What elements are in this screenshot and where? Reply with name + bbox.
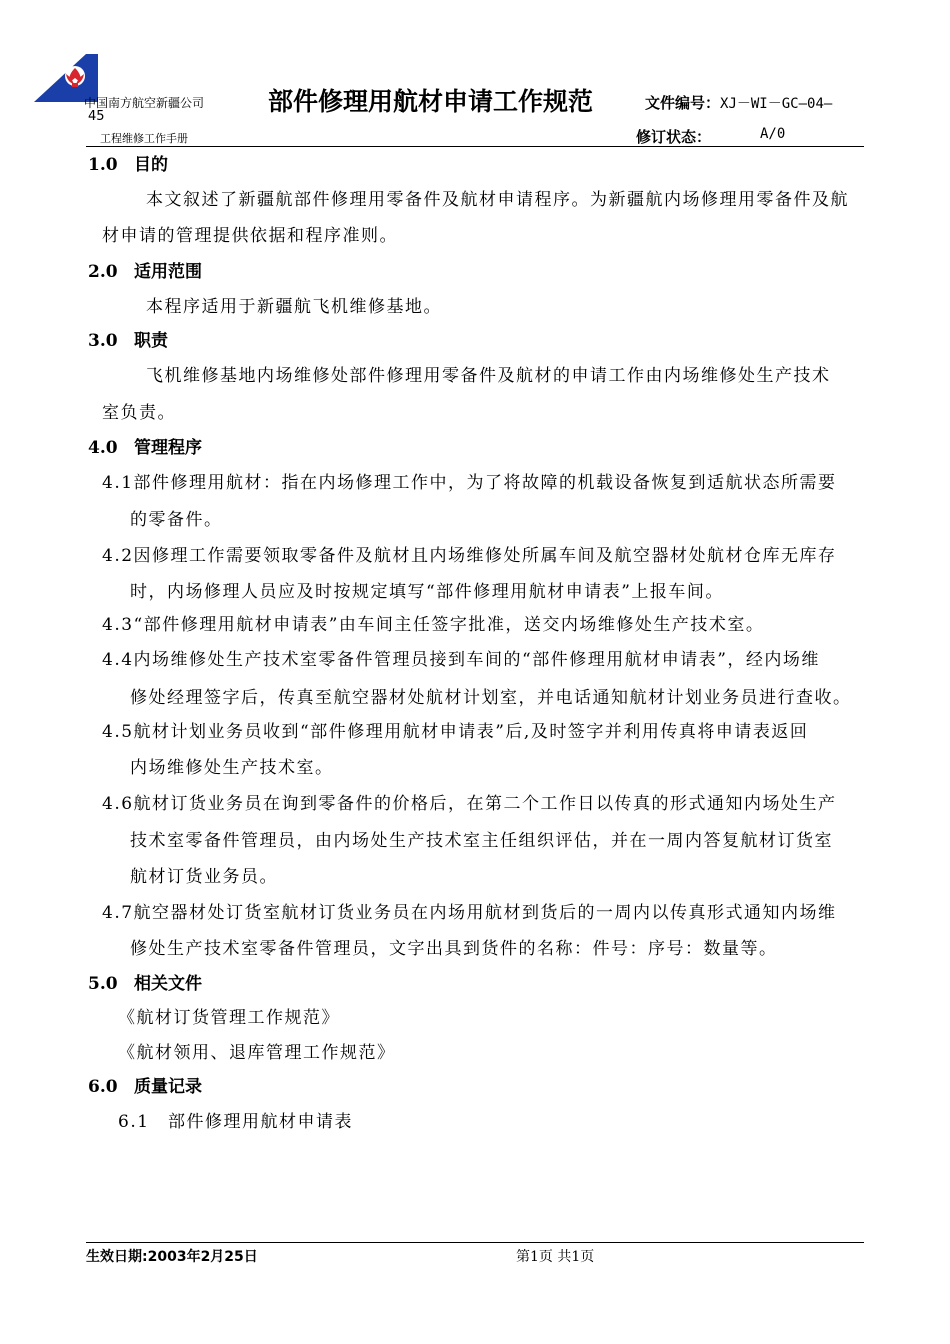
- procedure-item-4-7: 4.7航空器材处订货室航材订货业务员在内场用航材到货后的一周内以传真形式通知内场维: [102, 903, 837, 923]
- section-number: 5.0: [88, 974, 118, 994]
- section-title: 目的: [134, 155, 168, 175]
- manual-name: 工程维修工作手册: [100, 132, 188, 145]
- quality-record: 6.1 部件修理用航材申请表: [118, 1112, 354, 1132]
- section-number: 6.0: [88, 1077, 118, 1097]
- related-document: 《航材领用、退库管理工作规范》: [118, 1043, 396, 1063]
- revision-status: [636, 126, 786, 147]
- section-heading: [88, 150, 168, 175]
- paragraph-line: 室负责。: [102, 403, 176, 423]
- section-title: 管理程序: [134, 438, 202, 458]
- paragraph-line: 飞机维修基地内场维修处部件修理用零备件及航材的申请工作由内场维修处生产技术: [146, 366, 831, 386]
- file-number-value: XJ－WI－GC—04—: [720, 96, 833, 112]
- section-number: 1.0: [88, 155, 118, 175]
- effective-date: 生效日期:2003年2月25日: [86, 1249, 258, 1265]
- file-number: [645, 92, 832, 113]
- procedure-item-4-4: 4.4内场维修处生产技术室零备件管理员接到车间的“部件修理用航材申请表”，经内场维: [102, 650, 820, 670]
- section-number: 3.0: [88, 331, 118, 351]
- procedure-item-4-2: 4.2因修理工作需要领取零备件及航材且内场维修处所属车间及航空器材处航材仓库无库存: [102, 546, 837, 566]
- section-number: 2.0: [88, 262, 118, 282]
- section-title: 职责: [134, 331, 168, 351]
- procedure-item-4-3: 4.3“部件修理用航材申请表”由车间主任签字批准，送交内场维修处生产技术室。: [102, 615, 765, 635]
- file-number-wrap: 45: [88, 109, 105, 124]
- section-heading: [88, 969, 202, 994]
- procedure-item-4-7-cont: 修处生产技术室零备件管理员，文字出具到货件的名称：件号：序号：数量等。: [130, 939, 778, 959]
- section-title: 适用范围: [134, 262, 202, 282]
- document-title: 部件修理用航材申请工作规范: [268, 87, 594, 116]
- file-number-label: 文件编号：: [645, 94, 721, 112]
- section-number: 4.0: [88, 438, 118, 458]
- company-name: 中国南方航空新疆公司: [84, 96, 205, 110]
- procedure-item-4-6-cont: 技术室零备件管理员，由内场处生产技术室主任组织评估，并在一周内答复航材订货室: [130, 831, 833, 851]
- section-title: 相关文件: [134, 974, 202, 994]
- footer-rule: [86, 1242, 864, 1243]
- related-document: 《航材订货管理工作规范》: [118, 1008, 340, 1028]
- revision-label: 修订状态：: [636, 128, 712, 146]
- header-rule: [86, 146, 864, 147]
- procedure-item-4-5-cont: 内场维修处生产技术室。: [130, 758, 334, 778]
- section-heading: [88, 1072, 202, 1097]
- procedure-item-4-5: 4.5航材计划业务员收到“部件修理用航材申请表”后,及时签字并利用传真将申请表返回: [102, 722, 809, 742]
- paragraph-line: 本文叙述了新疆航部件修理用零备件及航材申请程序。为新疆航内场修理用零备件及航: [146, 190, 849, 210]
- section-heading: [88, 433, 202, 458]
- revision-value: A/0: [760, 126, 786, 142]
- procedure-item-4-4-cont: 修处经理签字后，传真至航空器材处航材计划室，并电话通知航材计划业务员进行查收。: [130, 688, 852, 708]
- procedure-item-4-6-cont: 航材订货业务员。: [130, 867, 278, 887]
- procedure-item-4-2-cont: 时，内场修理人员应及时按规定填写“部件修理用航材申请表”上报车间。: [130, 582, 724, 602]
- page-number: 第1页 共1页: [516, 1249, 595, 1265]
- section-heading: [88, 326, 168, 351]
- paragraph-line: 材申请的管理提供依据和程序准则。: [102, 226, 398, 246]
- paragraph-line: 本程序适用于新疆航飞机维修基地。: [146, 297, 442, 317]
- section-heading: [88, 257, 202, 282]
- procedure-item-4-6: 4.6航材订货业务员在询到零备件的价格后，在第二个工作日以传真的形式通知内场处生产: [102, 794, 837, 814]
- procedure-item-4-1-cont: 的零备件。: [130, 510, 223, 530]
- procedure-item-4-1: 4.1部件修理用航材：指在内场修理工作中，为了将故障的机载设备恢复到适航状态所需要: [102, 473, 837, 493]
- section-title: 质量记录: [134, 1077, 202, 1097]
